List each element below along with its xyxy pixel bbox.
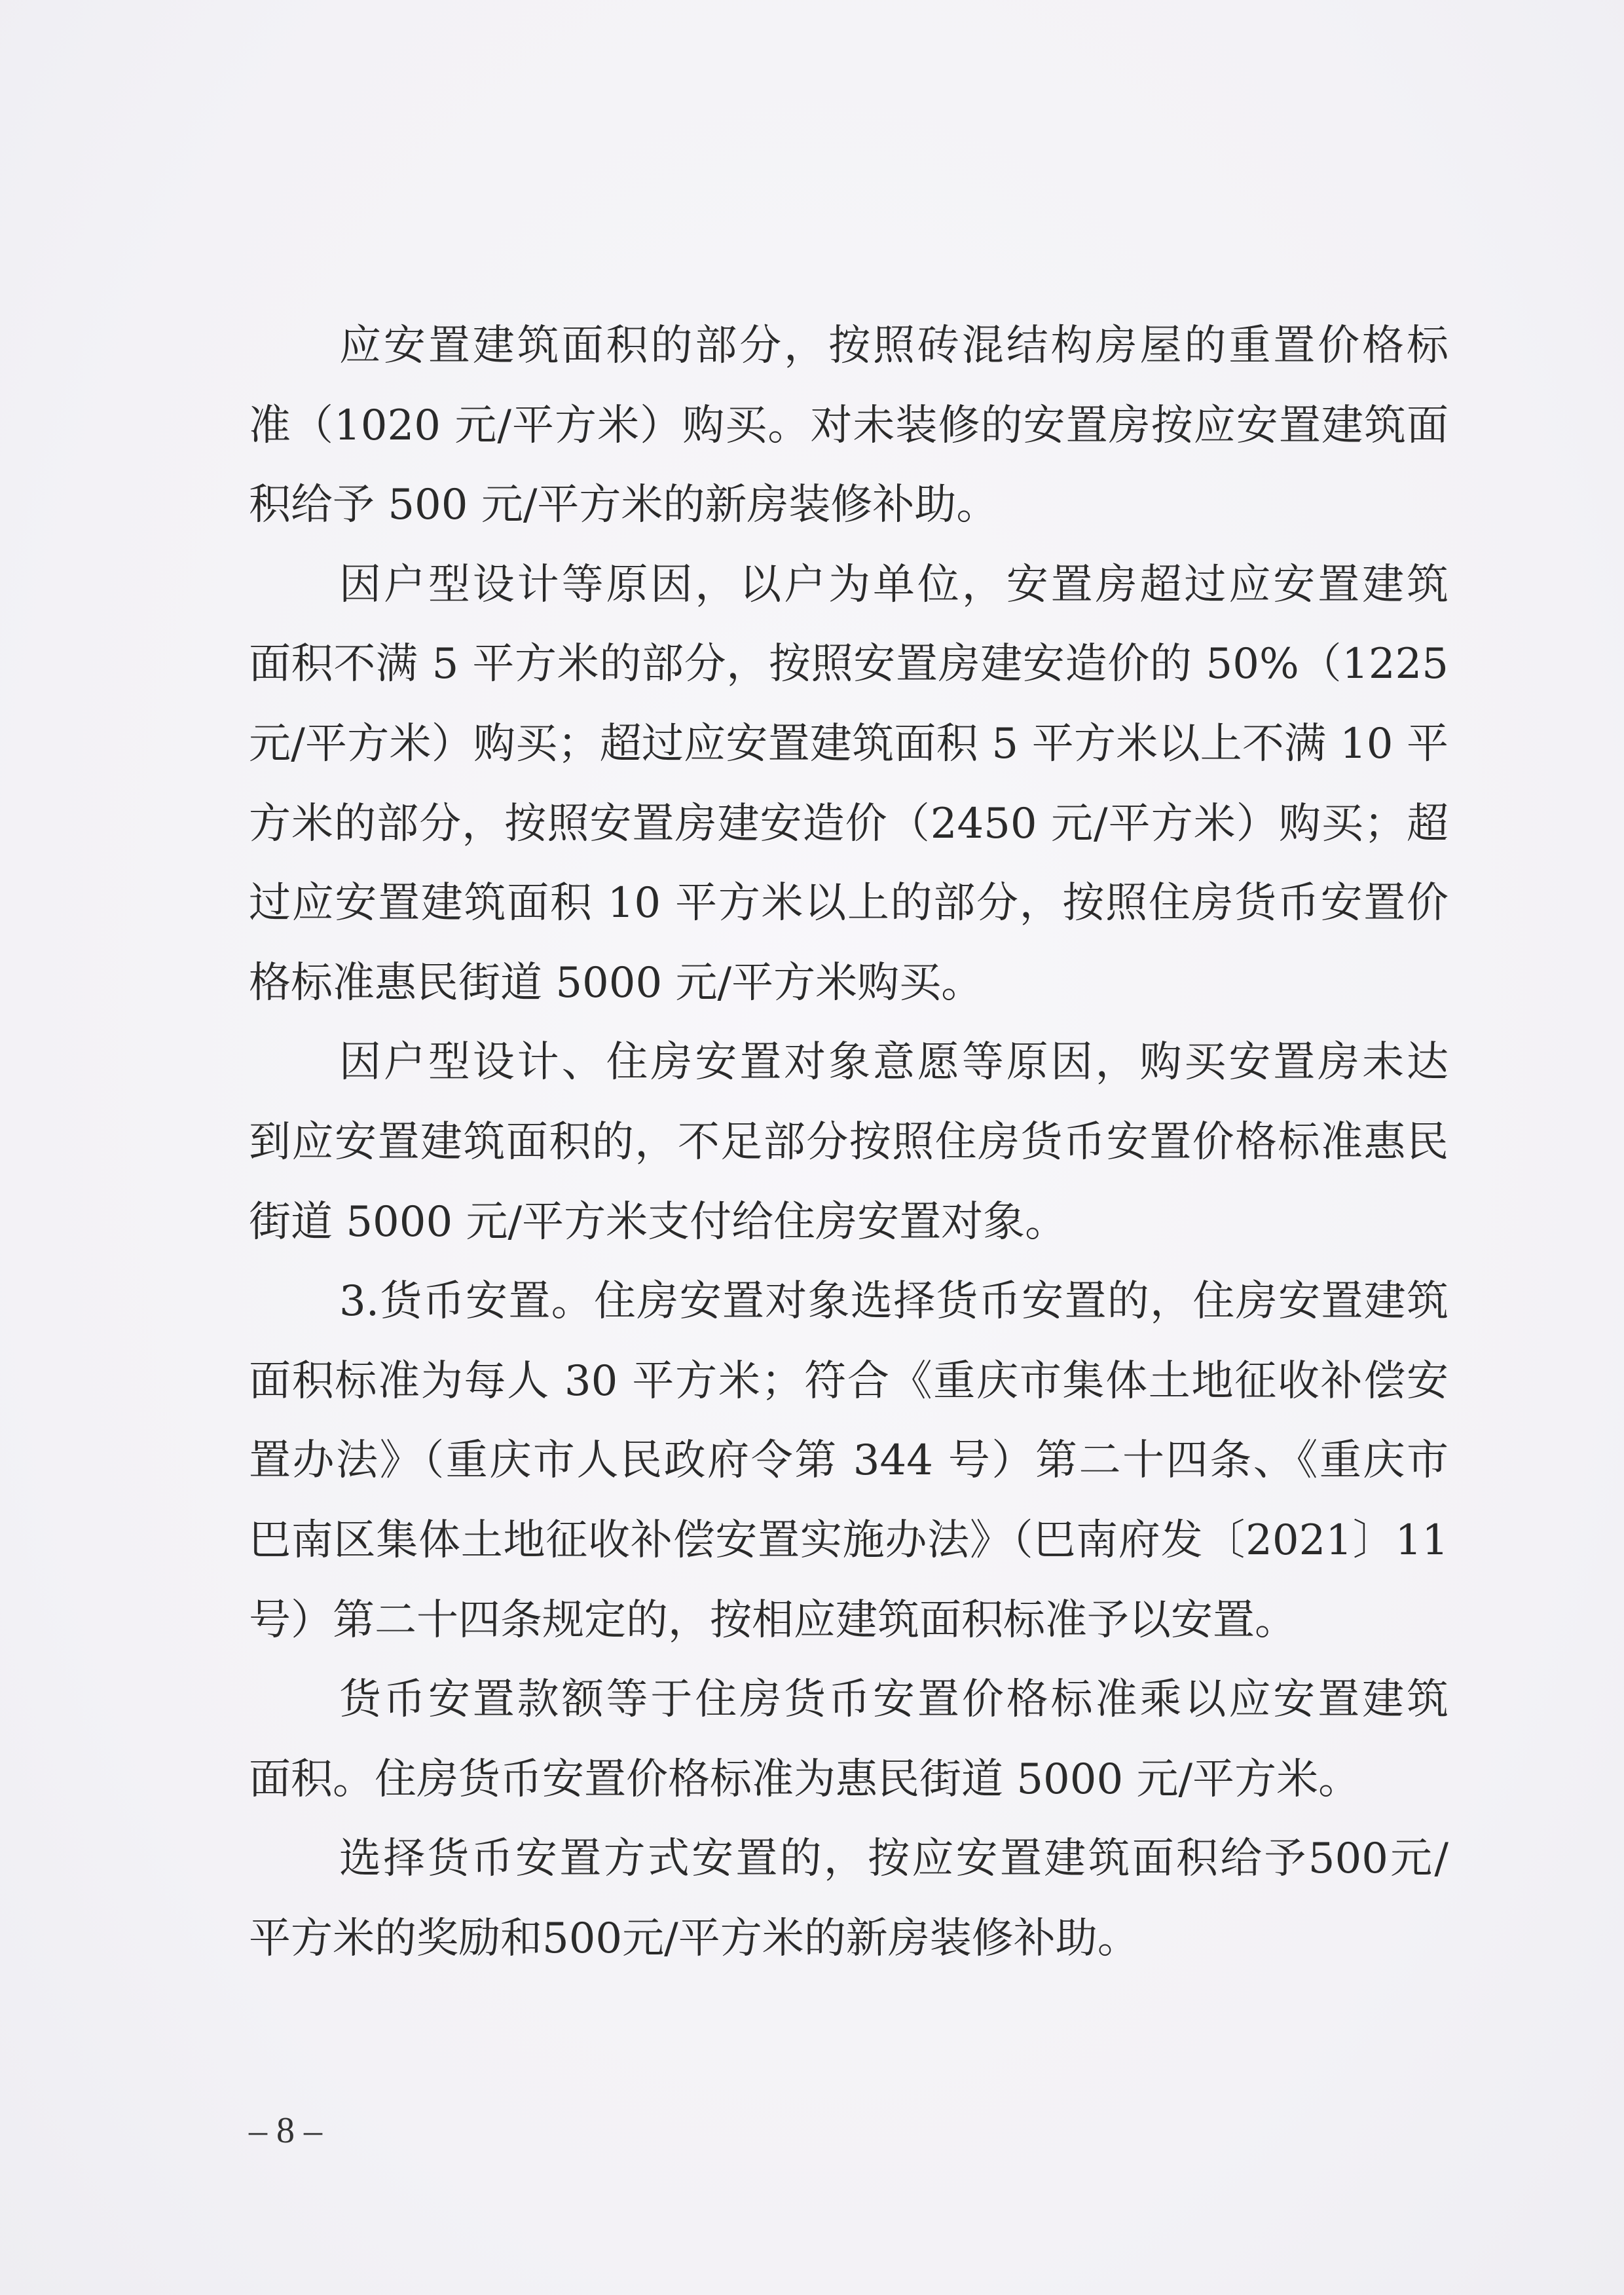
text-line: 街道 5000 元/平方米支付给住房安置对象。: [249, 1197, 1067, 1246]
paragraph: [249, 1023, 1449, 1262]
paragraph: [249, 1660, 1449, 1819]
text-line: 面积标准为每人 30 平方米；符合《重庆市集体土地征收补偿安: [249, 1356, 1449, 1406]
text-line: 巴南区集体土地征收补偿安置实施办法》（巴南府发〔2021〕11: [249, 1516, 1449, 1565]
page-number: – 8 –: [249, 2110, 322, 2151]
text-line: 面积。住房货币安置价格标准为惠民街道 5000 元/平方米。: [249, 1755, 1361, 1804]
body-text: [249, 307, 1449, 1979]
text-line: 货币安置款额等于住房货币安置价格标准乘以应安置建筑: [339, 1675, 1449, 1725]
text-line: 因户型设计、住房安置对象意愿等原因，购买安置房未达: [339, 1038, 1449, 1087]
paragraph: [249, 1262, 1449, 1660]
text-line: 面积不满 5 平方米的部分，按照安置房建安造价的 50%（1225: [249, 640, 1449, 689]
text-line: 准（1020 元/平方米）购买。对未装修的安置房按应安置建筑面: [249, 401, 1449, 450]
text-line: 选择货币安置方式安置的，按应安置建筑面积给予500元/: [339, 1835, 1449, 1884]
text-line: 置办法》（重庆市人民政府令第 344 号）第二十四条、《重庆市: [249, 1436, 1449, 1485]
text-line: 方米的部分，按照安置房建安造价（2450 元/平方米）购买；超: [249, 799, 1449, 848]
text-line: 积给予 500 元/平方米的新房装修补助。: [249, 481, 999, 530]
text-line: 格标准惠民街道 5000 元/平方米购买。: [249, 958, 984, 1007]
text-line: 过应安置建筑面积 10 平方米以上的部分，按照住房货币安置价: [249, 879, 1449, 928]
paragraph: [249, 1819, 1449, 1979]
text-line: 元/平方米）购买；超过应安置建筑面积 5 平方米以上不满 10 平: [249, 719, 1449, 768]
text-line: 号）第二十四条规定的，按相应建筑面积标准予以安置。: [249, 1595, 1297, 1645]
text-line: 因户型设计等原因，以户为单位，安置房超过应安置建筑: [339, 560, 1449, 609]
text-line: 到应安置建筑面积的，不足部分按照住房货币安置价格标准惠民: [249, 1117, 1449, 1166]
paragraph: [249, 546, 1449, 1024]
text-line: 应安置建筑面积的部分，按照砖混结构房屋的重置价格标: [339, 322, 1449, 370]
text-line: 平方米的奖励和500元/平方米的新房装修补助。: [249, 1914, 1139, 1963]
text-line: 3.货币安置。住房安置对象选择货币安置的，住房安置建筑: [339, 1277, 1449, 1326]
paragraph: [249, 307, 1449, 546]
